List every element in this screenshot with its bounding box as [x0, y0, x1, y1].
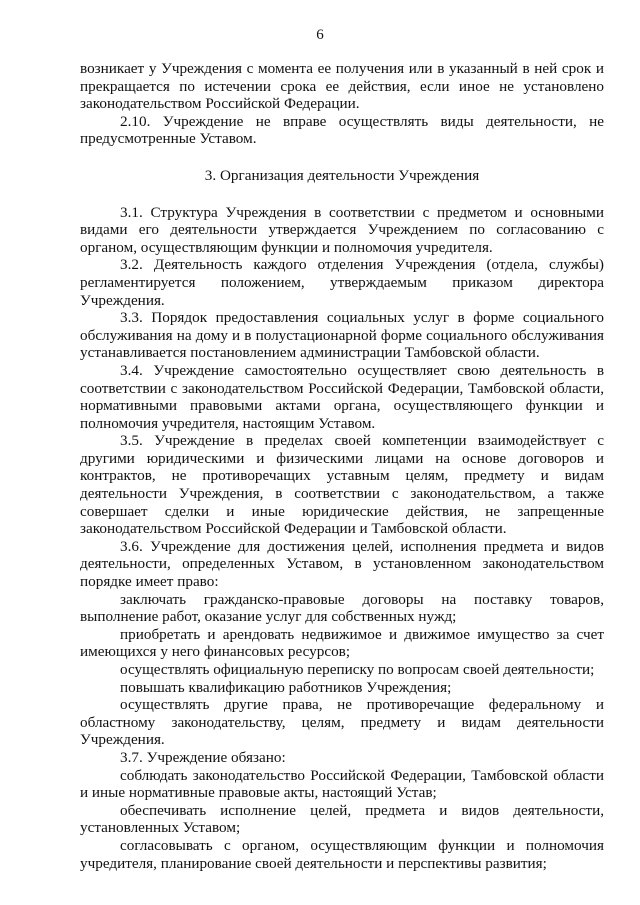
paragraph-intro-continuation: возникает у Учреждения с момента ее получения или в указанный в ней срок и прекращается по истечении срока ее действия, если иное не установлено законодательством Российской Федерации. [80, 60, 604, 113]
list-item-duty: согласовывать с органом, осуществляющим функции и полномочия учредителя, планирование своей деятельности и перспективы развития; [80, 836, 604, 872]
list-item-right: заключать гражданско-правовые договоры на поставку товаров, выполнение работ, оказание услуг для собственных нужд; [80, 590, 604, 626]
paragraph-3-6: 3.6. Учреждение для достижения целей, исполнения предмета и видов деятельности, определенных Уставом, в установленном законодательством порядке имеет право: [80, 537, 604, 591]
paragraph-2-10: 2.10. Учреждение не вправе осуществлять виды деятельности, не предусмотренные Уставом. [80, 112, 604, 148]
paragraph-3-1: 3.1. Структура Учреждения в соответствии с предметом и основными видами его деятельности утверждается Учреждением по согласованию с органом, осуществляющим функции и полномочия учредителя. [80, 203, 604, 256]
list-item-duty: обеспечивать исполнение целей, предмета и видов деятельности, установленных Уставом; [80, 801, 604, 837]
list-item-right: приобретать и арендовать недвижимое и движимое имущество за счет имеющихся у него финансовых ресурсов; [80, 625, 604, 661]
page-number: 6 [316, 27, 324, 43]
paragraph-3-7: 3.7. Учреждение обязано: [120, 748, 286, 766]
list-item-right: осуществлять другие права, не противоречащие федеральному и областному законодательству, целям, предмету и видам деятельности Учреждения. [80, 696, 604, 749]
paragraph-3-5: 3.5. Учреждение в пределах своей компетенции взаимодействует с другими юридическими и физическими лицами на основе договоров и контрактов, не противоречащих уставным целям, предмету и видам деятельности Учреждения, в соответствии с законодательством, а также совершает сделки и иные юридические действия, не запрещенные законодательством Российской Федерации и Тамбовской области. [80, 432, 604, 538]
document-body [80, 60, 604, 872]
paragraph-3-2: 3.2. Деятельность каждого отделения Учреждения (отдела, службы) регламентируется положением, утверждаемым приказом директора Учреждения. [80, 256, 604, 309]
paragraph-3-3: 3.3. Порядок предоставления социальных услуг в форме социального обслуживания на дому и в полустационарной форме социального обслуживания устанавливается постановлением администрации Тамбовской области. [80, 309, 604, 362]
list-item-right: повышать квалификацию работников Учреждения; [120, 678, 452, 696]
list-item-right: осуществлять официальную переписку по вопросам своей деятельности; [120, 661, 595, 678]
list-item-duty: соблюдать законодательство Российской Федерации, Тамбовской области и иные нормативные правовые акты, настоящий Устав; [80, 766, 604, 802]
section-heading: 3. Организация деятельности Учреждения [204, 166, 480, 184]
paragraph-3-4: 3.4. Учреждение самостоятельно осуществляет свою деятельность в соответствии с законодательством Российской Федерации, Тамбовской области, нормативными правовыми актами органа, осуществляющего функции и полномочия учредителя, настоящим Уставом. [80, 361, 604, 432]
